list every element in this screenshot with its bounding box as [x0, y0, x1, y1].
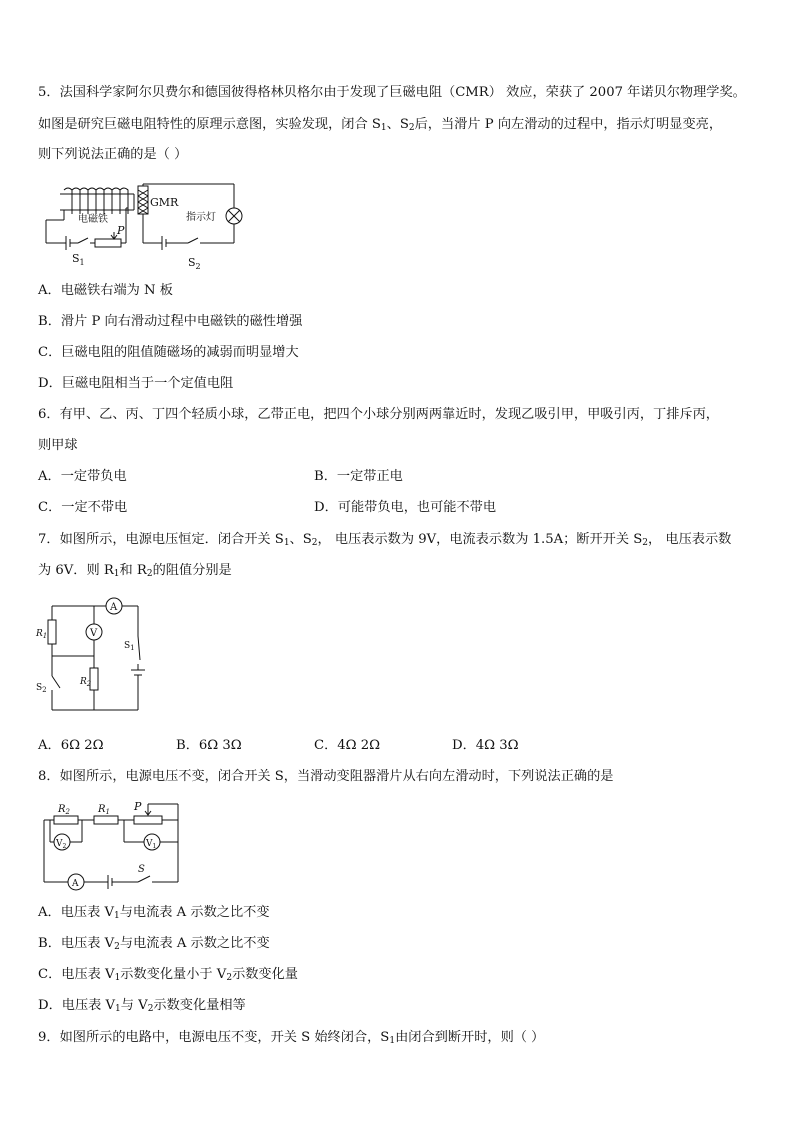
r1-label: $R_1$	[36, 629, 48, 640]
q8-circuit-figure	[38, 800, 188, 892]
q5-stem-line3: 则下列说法正确的是（ ）	[38, 147, 188, 162]
q8-option-c[interactable]: C．电压表 $V_1$示数变化量小于 $V_2$示数变化量	[38, 967, 298, 983]
q6-stem-line1: 6．有甲、乙、丙、丁四个轻质小球，乙带正电，把四个小球分别两两靠近时，发现乙吸引甲，甲吸引丙，丁排斥丙，	[38, 407, 719, 422]
electromagnet-label: 电磁铁	[78, 214, 108, 225]
ammeter-label: A	[110, 602, 118, 613]
q7-option-c[interactable]: C．4Ω 2Ω	[314, 738, 381, 753]
q5-stem-line2: 如图是研究巨磁电阻特性的原理示意图，实验发现，闭合 $S_1$、$S_2$后，当滑片 P 向左滑动的过程中，指示灯明显变亮，	[38, 117, 723, 133]
q5-option-c[interactable]: C．巨磁电阻的阻值随磁场的减弱而明显增大	[38, 345, 299, 360]
s1-label: $S_1$	[124, 641, 135, 652]
switch-s1-label: $S_1$	[72, 252, 85, 267]
r2-label: $R_2$	[80, 677, 92, 688]
q8-voltmeter-v1-label: $V_1$	[146, 839, 157, 850]
q8-r1-label: $R_1$	[98, 804, 110, 816]
q6-option-c[interactable]: C．一定不带电	[38, 500, 128, 515]
q7-option-d[interactable]: D．4Ω 3Ω	[452, 738, 519, 753]
q8-option-b[interactable]: B．电压表 $V_2$与电流表 A 示数之比不变	[38, 936, 270, 952]
slider-p-label: P	[117, 224, 125, 237]
q5-option-a[interactable]: A．电磁铁右端为 N 板	[38, 283, 173, 298]
q8-voltmeter-v2-label: $V_2$	[56, 839, 67, 850]
q8-option-a[interactable]: A．电压表 $V_1$与电流表 A 示数之比不变	[38, 905, 270, 921]
q6-option-d[interactable]: D．可能带负电，也可能不带电	[314, 500, 497, 515]
q7-stem-line2: 为 6V．则 $R_1$和 $R_2$的阻值分别是	[38, 563, 232, 579]
q8-slider-p-label: P	[134, 800, 142, 813]
s2-label: $S_2$	[36, 683, 47, 694]
q5-stem-line1: 5．法国科学家阿尔贝费尔和德国彼得格林贝格尔由于发现了巨磁电阻（CMR） 效应，荣获了 2007 年诺贝尔物理学奖。	[38, 85, 746, 100]
q6-option-a[interactable]: A．一定带负电	[38, 469, 127, 484]
q8-ammeter-label: A	[72, 879, 79, 889]
q6-stem-line2: 则甲球	[38, 438, 78, 453]
q8-stem-line1: 8．如图所示，电源电压不变，闭合开关 S，当滑动变阻器滑片从右向左滑动时，下列说法正确的是	[38, 769, 614, 784]
q5-gmr-circuit-figure	[38, 180, 248, 272]
q8-switch-s-label: S	[138, 864, 145, 875]
switch-s2-label: $S_2$	[188, 256, 201, 271]
indicator-lamp-label: 指示灯	[186, 212, 216, 223]
q9-stem-line1: 9．如图所示的电路中，电源电压不变，开关 S 始终闭合，$S_1$由闭合到断开时，则（ ）	[38, 1030, 545, 1046]
q7-stem-line1: 7．如图所示，电源电压恒定．闭合开关 $S_1$、$S_2$， 电压表示数为 9V，电流表示数为 1.5A；断开开关 $S_2$， 电压表示数	[38, 532, 732, 548]
q5-option-d[interactable]: D．巨磁电阻相当于一个定值电阻	[38, 376, 234, 391]
q8-option-d[interactable]: D．电压表 $V_1$与 $V_2$示数变化量相等	[38, 998, 246, 1014]
q7-option-b[interactable]: B．6Ω 3Ω	[176, 738, 242, 753]
voltmeter-label: V	[90, 628, 98, 639]
q6-option-b[interactable]: B．一定带正电	[314, 469, 403, 484]
q8-r2-label: $R_2$	[58, 804, 70, 816]
q5-option-b[interactable]: B．滑片 P 向右滑动过程中电磁铁的磁性增强	[38, 314, 303, 329]
gmr-label: GMR	[150, 196, 179, 209]
q7-circuit-figure	[34, 598, 164, 718]
q7-option-a[interactable]: A．6Ω 2Ω	[38, 738, 104, 753]
